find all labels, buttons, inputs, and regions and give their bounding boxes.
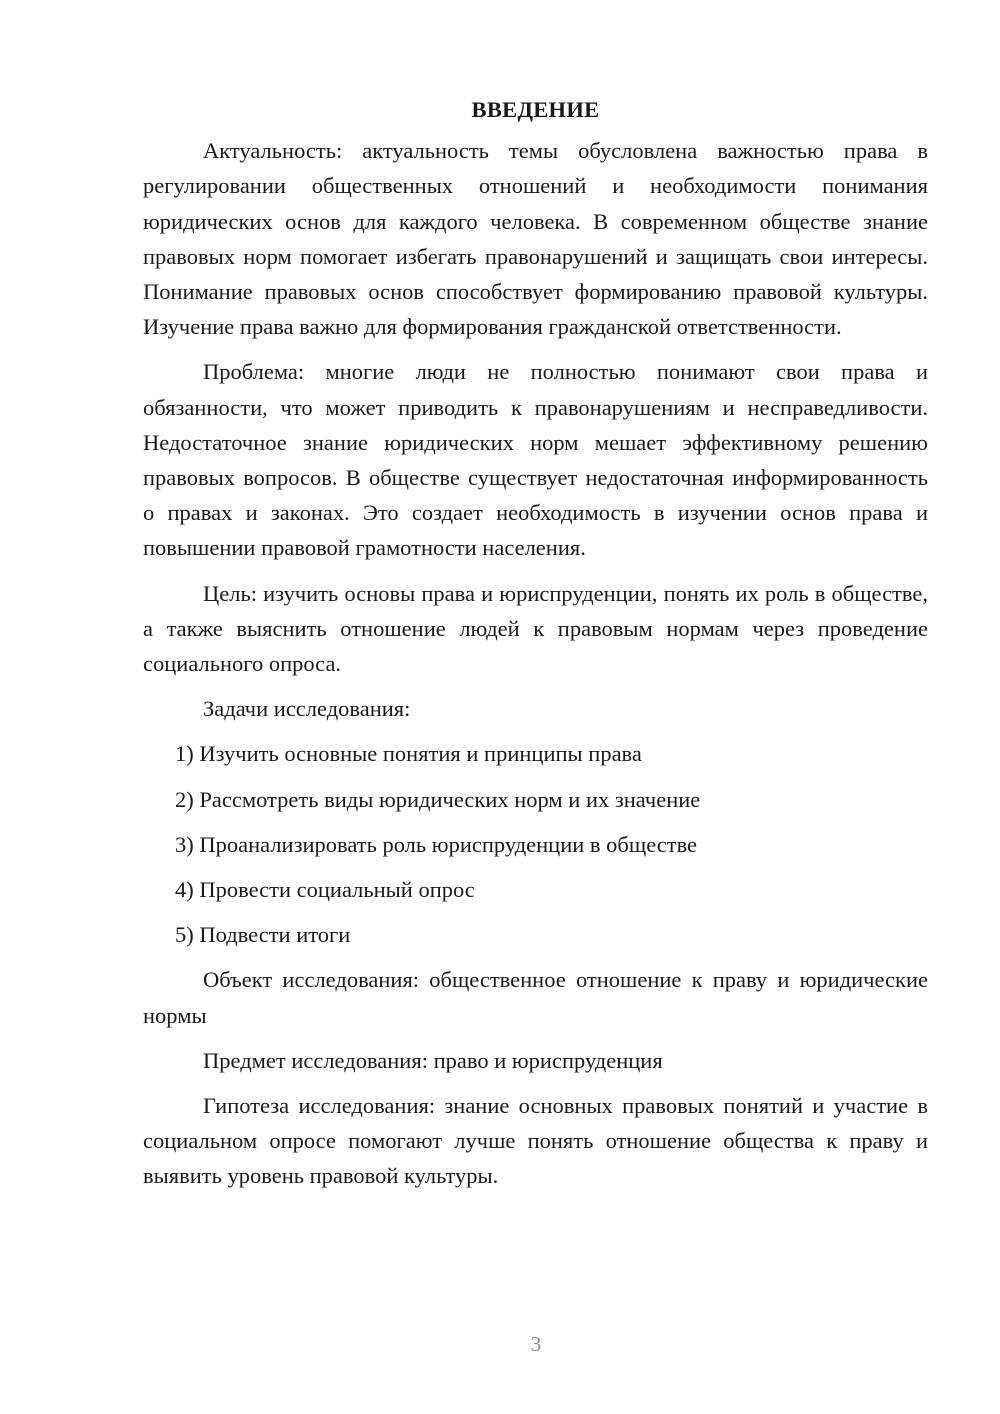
task-item: 3) Проанализировать роль юриспруденции в обществе — [175, 831, 698, 857]
problem-paragraph: Проблема: многие люди не полностью понимают свои права и обязанности, что может приводить к правонарушениям и несправедливости. Недостаточное знание юридических норм мешает эффективному решению правовых вопросов. В обществе существует недостаточная информированность о правах и законах. Это создает необходимость в изучении основ права и повышении правовой грамотности населения. — [143, 359, 928, 561]
object-paragraph: Объект исследования: общественное отношение к праву и юридические нормы — [143, 967, 928, 1028]
page-number: 3 — [530, 1332, 542, 1356]
task-item: 2) Рассмотреть виды юридических норм и их значение — [175, 786, 701, 812]
subject-paragraph: Предмет исследования: право и юриспруденция — [203, 1047, 663, 1073]
hypothesis-paragraph: Гипотеза исследования: знание основных правовых понятий и участие в социальном опросе помогают лучше понять отношение общества к праву и выявить уровень правовой культуры. — [143, 1093, 928, 1189]
section-title: ВВЕДЕНИЕ — [471, 97, 600, 122]
tasks-heading: Задачи исследования: — [203, 696, 411, 722]
task-item: 1) Изучить основные понятия и принципы права — [175, 741, 642, 767]
task-item: 5) Подвести итоги — [175, 922, 351, 948]
task-item: 4) Провести социальный опрос — [175, 877, 475, 903]
relevance-paragraph: Актуальность: актуальность темы обусловлена важностью права в регулировании общественных отношений и необходимости понимания юридических основ для каждого человека. В современном обществе знание правовых норм помогает избегать правонарушений и защищать свои интересы. Понимание правовых основ способствует формированию правовой культуры. Изучение права важно для формирования гражданской ответственности. — [143, 138, 928, 340]
tasks-list — [143, 736, 928, 952]
goal-paragraph: Цель: изучить основы права и юриспруденции, понять их роль в обществе, а также выяснить отношение людей к правовым нормам через проведение социального опроса. — [143, 580, 928, 677]
page-content — [143, 92, 928, 1204]
